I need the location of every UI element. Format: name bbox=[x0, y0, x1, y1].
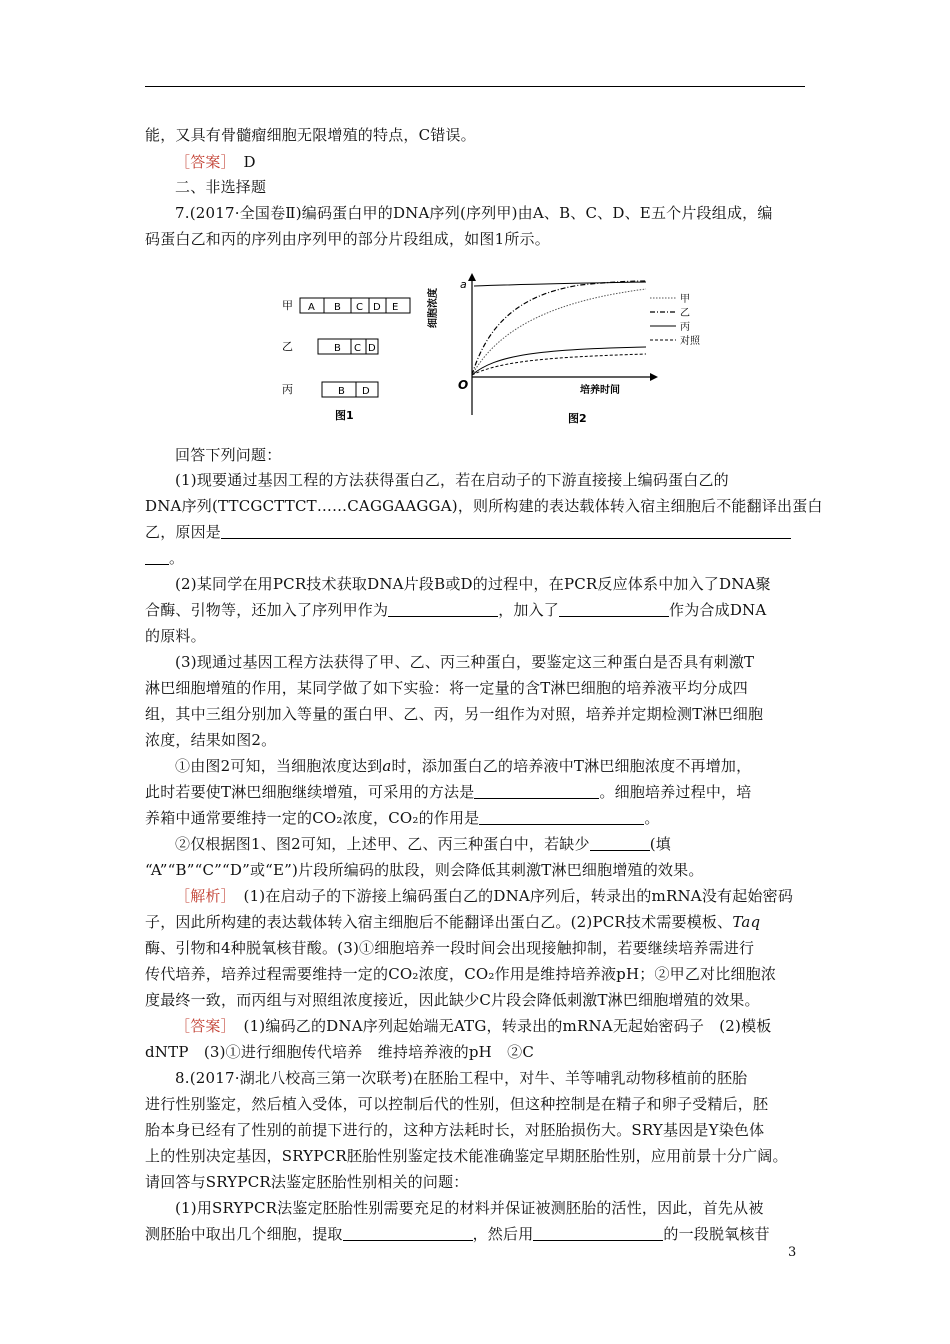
answer-line bbox=[175, 149, 805, 175]
text-fragment: 时，添加蛋白乙的培养液中T淋巴细胞浓度不再增加， bbox=[391, 757, 752, 775]
analysis-line: 传代培养，培养过程需要维持一定的CO₂浓度，CO₂作用是维持培养液pH；②甲乙对比细胞浓 bbox=[145, 965, 777, 983]
figure-1 bbox=[260, 285, 430, 430]
legend-jia: 甲 bbox=[680, 294, 690, 305]
answer-blank[interactable] bbox=[590, 834, 650, 851]
segment-D: D bbox=[373, 302, 381, 313]
segment-C: C bbox=[354, 343, 361, 354]
question-8-line: 胎本身已经有了性别的前提下进行的，这种方法耗时长，对胚胎损伤大。SRY基因是Y染色体 bbox=[145, 1121, 765, 1139]
text-fragment: ，然后用 bbox=[472, 1225, 534, 1243]
text-line: “A”“B”“C”“D”或“E”)片段所编码的肽段，则会降低其刺激T淋巴细胞增殖的效果。 bbox=[145, 861, 704, 879]
legend-yi: 乙 bbox=[680, 308, 690, 319]
text-line bbox=[175, 753, 805, 779]
answer-blank[interactable] bbox=[145, 548, 169, 565]
answer-line: dNTP (3)①进行细胞传代培养 维持培养液的pH ②C bbox=[145, 1043, 535, 1061]
y-axis-label: 细胞浓度 bbox=[428, 288, 439, 328]
question-8-line: 进行性别鉴定，然后植入受体，可以控制后代的性别，但这种控制是在精子和卵子受精后，胚 bbox=[145, 1095, 769, 1113]
text-line bbox=[145, 779, 805, 805]
text-fragment: 子，因此所构建的表达载体转入宿主细胞后不能翻译出蛋白乙。(2)PCR技术需要模板、 bbox=[145, 913, 733, 931]
segment-B: B bbox=[338, 386, 345, 397]
figure-1-label-yi: 乙 bbox=[282, 340, 293, 353]
answer-blank[interactable] bbox=[559, 600, 669, 617]
series-bing-top bbox=[474, 282, 646, 286]
text-line: (3)现通过基因工程方法获得了甲、乙、丙三种蛋白，要鉴定这三种蛋白是否具有刺激T bbox=[175, 653, 755, 671]
variable-taq: Taq bbox=[732, 913, 761, 931]
text-fragment: (填 bbox=[649, 835, 671, 853]
question-7-line: 7.(2017·全国卷Ⅱ)编码蛋白甲的DNA序列(序列甲)由A、B、C、D、E五个片段组成，编 bbox=[175, 204, 773, 222]
answer-blank[interactable] bbox=[479, 808, 644, 825]
segment-B: B bbox=[334, 343, 341, 354]
answer-value: D bbox=[243, 153, 256, 171]
text-line: 浓度，结果如图2。 bbox=[145, 731, 277, 749]
text-line bbox=[175, 831, 805, 857]
x-axis-label: 培养时间 bbox=[580, 385, 620, 396]
text-fragment: (1)在启动子的下游接上编码蛋白乙的DNA序列后，转录出的mRNA没有起始密码 bbox=[243, 887, 794, 905]
origin-label: O bbox=[458, 378, 469, 392]
text-fragment: (1)编码乙的DNA序列起始端无ATG，转录出的mRNA无起始密码子 (2)模板 bbox=[243, 1017, 772, 1035]
text-fragment: ，加入了 bbox=[498, 601, 560, 619]
figure-2 bbox=[428, 265, 705, 435]
answer-blank[interactable] bbox=[474, 782, 599, 799]
analysis-tag: ［解析］ bbox=[175, 887, 229, 905]
segment-E: E bbox=[392, 302, 399, 313]
text-fragment: ②仅根据图1、图2可知，上述甲、乙、丙三种蛋白中，若缺少 bbox=[175, 835, 590, 853]
answer-blank[interactable] bbox=[388, 600, 498, 617]
answer-blank[interactable] bbox=[221, 522, 791, 539]
text-fragment: 。细胞培养过程中，培 bbox=[599, 783, 752, 801]
figure-2-caption: 图2 bbox=[568, 412, 587, 425]
text-line: DNA序列(TTCGCTTCT……CAGGAAGGA)，则所构建的表达载体转入宿主细胞后不能翻译出蛋白 bbox=[145, 497, 823, 515]
text-fragment: 测胚胎中取出几个细胞，提取 bbox=[145, 1225, 343, 1243]
answer-tag: ［答案］ bbox=[175, 1017, 229, 1035]
question-7-line: 码蛋白乙和丙的序列由序列甲的部分片段组成，如图1所示。 bbox=[145, 230, 550, 248]
segment-C: C bbox=[356, 302, 363, 313]
text-fragment: 养箱中通常要维持一定的CO₂浓度，CO₂的作用是 bbox=[145, 809, 480, 827]
header-rule bbox=[145, 86, 805, 87]
text-line: (1)用SRYPCR法鉴定胚胎性别需要充足的材料并保证被测胚胎的活性，因此，首先从被 bbox=[175, 1199, 764, 1217]
series-control bbox=[472, 354, 646, 375]
y-axis-mark-a: a bbox=[460, 278, 467, 291]
segment-A: A bbox=[308, 302, 315, 313]
figure-1-label-jia: 甲 bbox=[282, 299, 293, 312]
segment-B: B bbox=[334, 302, 341, 313]
text-line: 回答下列问题： bbox=[175, 446, 282, 464]
text-line: 组，其中三组分别加入等量的蛋白甲、乙、丙，另一组作为对照，培养并定期检测T淋巴细胞 bbox=[145, 705, 764, 723]
text-line bbox=[145, 545, 805, 571]
analysis-line: 度最终一致，而丙组与对照组浓度接近，因此缺少C片段会降低刺激T淋巴细胞增殖的效果。 bbox=[145, 991, 760, 1009]
legend-control: 对照 bbox=[680, 336, 700, 347]
question-8-line: 上的性别决定基因，SRYPCR胚胎性别鉴定技术能准确鉴定早期胚胎性别，应用前景十分广阔。 bbox=[145, 1147, 788, 1165]
question-8-line: 8.(2017·湖北八校高三第一次联考)在胚胎工程中，对牛、羊等哺乳动物移植前的胚胎 bbox=[175, 1069, 748, 1087]
text-fragment: 乙，原因是 bbox=[145, 523, 222, 541]
section-heading: 二、非选择题 bbox=[175, 178, 267, 196]
answer-blank[interactable] bbox=[343, 1224, 473, 1241]
question-8-line: 请回答与SRYPCR法鉴定胚胎性别相关的问题： bbox=[145, 1173, 469, 1191]
series-bing bbox=[472, 347, 646, 375]
analysis-line bbox=[175, 883, 805, 909]
analysis-line: 酶、引物和4种脱氧核苷酸。(3)①细胞培养一段时间会出现接触抑制，若要继续培养需进行 bbox=[145, 939, 755, 957]
text-line: (2)某同学在用PCR技术获取DNA片段B或D的过程中，在PCR反应体系中加入了DNA聚 bbox=[175, 575, 771, 593]
page-number: 3 bbox=[788, 1245, 797, 1260]
text-fragment: ①由图2可知，当细胞浓度达到 bbox=[175, 757, 383, 775]
answer-blank[interactable] bbox=[533, 1224, 663, 1241]
series-jia bbox=[472, 289, 646, 375]
figure-1-label-bing: 丙 bbox=[282, 383, 293, 396]
text-line: 能，又具有骨髓瘤细胞无限增殖的特点，C错误。 bbox=[145, 126, 476, 144]
figure-1-caption: 图1 bbox=[335, 409, 354, 422]
answer-line bbox=[175, 1013, 805, 1039]
text-line bbox=[145, 519, 805, 545]
text-fragment: 。 bbox=[169, 549, 185, 567]
analysis-line bbox=[145, 909, 805, 935]
text-fragment: 作为合成DNA bbox=[669, 601, 767, 619]
variable-a: a bbox=[382, 757, 392, 775]
segment-D: D bbox=[368, 343, 376, 354]
segment-D: D bbox=[362, 386, 370, 397]
text-line: 淋巴细胞增殖的作用，某同学做了如下实验：将一定量的含T淋巴细胞的培养液平均分成四 bbox=[145, 679, 749, 697]
text-line bbox=[145, 597, 805, 623]
text-fragment: 的一段脱氧核苷 bbox=[663, 1225, 770, 1243]
text-fragment: 合酶、引物等，还加入了序列甲作为 bbox=[145, 601, 389, 619]
text-line bbox=[145, 805, 805, 831]
legend-bing: 丙 bbox=[680, 322, 690, 333]
text-line bbox=[145, 1221, 805, 1247]
answer-tag: ［答案］ bbox=[175, 153, 229, 171]
text-fragment: 此时若要使T淋巴细胞继续增殖，可采用的方法是 bbox=[145, 783, 475, 801]
text-line: 的原料。 bbox=[145, 627, 206, 645]
text-fragment: 。 bbox=[644, 809, 660, 827]
text-line: (1)现要通过基因工程的方法获得蛋白乙，若在启动子的下游直接接上编码蛋白乙的 bbox=[175, 471, 729, 489]
